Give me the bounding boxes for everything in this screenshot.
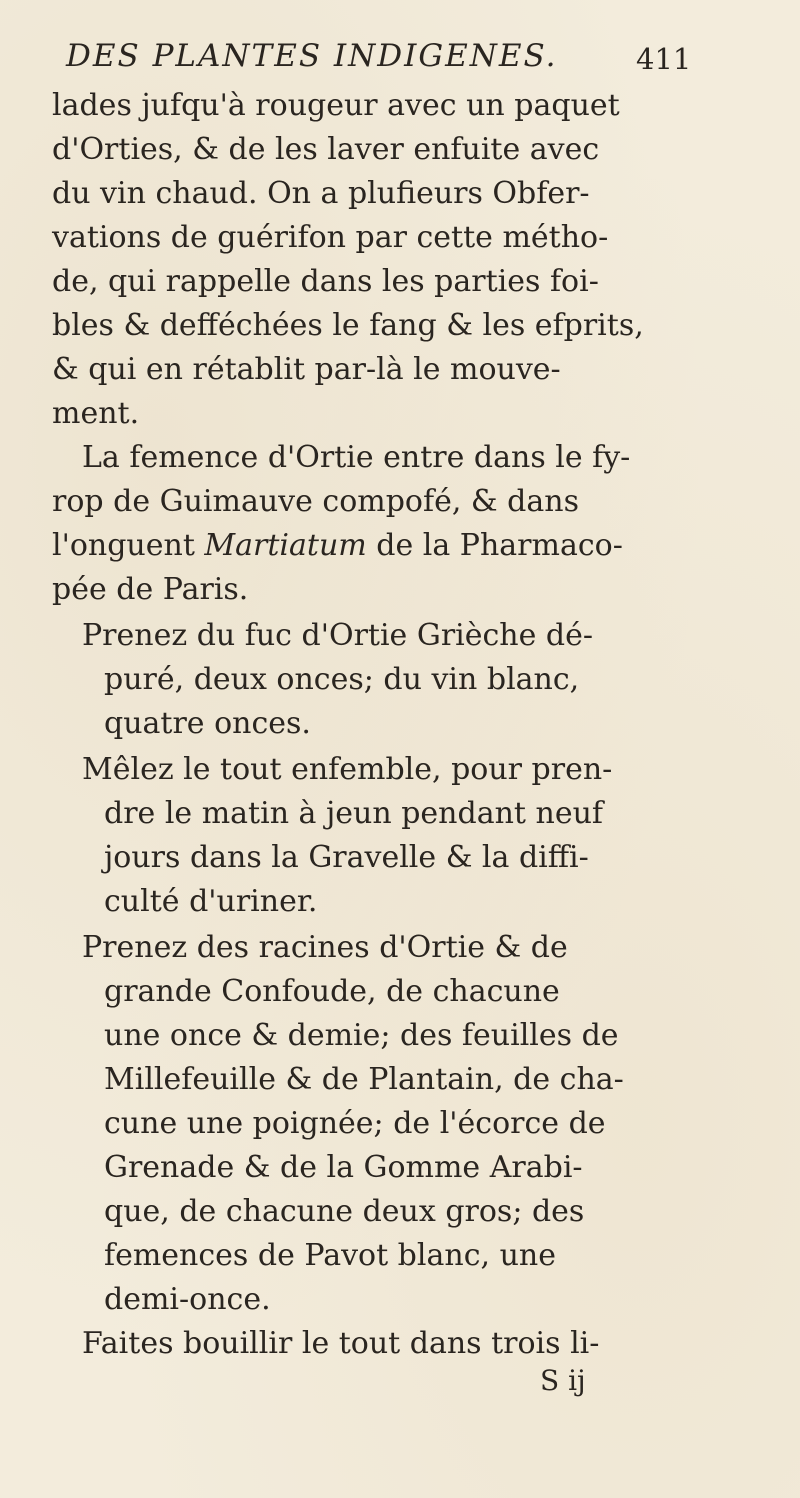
recipe-line: grande Confoude, de chacune	[104, 974, 560, 1009]
recipe-line: quatre onces.	[104, 706, 311, 741]
recipe-heading-line: Prenez des racines d'Ortie & de	[82, 930, 568, 965]
recipe-line: Millefeuille & de Plantain, de cha-	[104, 1062, 624, 1097]
recipe-line: femences de Pavot blanc, une	[104, 1238, 556, 1273]
text-line: & qui en rétablit par-là le mouve-	[52, 352, 561, 387]
text-line: de, qui rappelle dans les parties foi-	[52, 264, 599, 299]
running-title: DES PLANTES INDIGENES.	[66, 38, 558, 74]
signature-mark: S ij	[540, 1364, 586, 1397]
recipe-line: une once & demie; des feuilles de	[104, 1018, 619, 1053]
recipe-line: jours dans la Gravelle & la diffi-	[104, 840, 589, 875]
text-segment: l'onguent	[52, 528, 205, 563]
recipe-line: cune une poignée; de l'écorce de	[104, 1106, 606, 1141]
recipe-line: puré, deux onces; du vin blanc,	[104, 662, 580, 697]
text-segment: de la Pharmaco-	[366, 528, 623, 563]
text-line: vations de guérifon par cette métho-	[52, 220, 609, 255]
recipe-heading-line: Faites bouillir le tout dans trois li-	[82, 1326, 600, 1361]
recipe-line: dre le matin à jeun pendant neuf	[104, 796, 603, 831]
recipe-line: culté d'uriner.	[104, 884, 318, 919]
recipe-heading-line: Prenez du fuc d'Ortie Grièche dé-	[82, 618, 594, 653]
recipe-line: Grenade & de la Gomme Arabi-	[104, 1150, 583, 1185]
recipe-heading-line: Mêlez le tout enfemble, pour pren-	[82, 752, 613, 787]
recipe-line: demi-once.	[104, 1282, 271, 1317]
paragraph-start-line: La femence d'Ortie entre dans le fy-	[82, 440, 631, 475]
text-line: d'Orties, & de les laver enfuite avec	[52, 132, 600, 167]
recipe-line: que, de chacune deux gros; des	[104, 1194, 585, 1229]
text-line-with-italic	[52, 526, 623, 566]
text-line: du vin chaud. On a plufieurs Obfer-	[52, 176, 590, 211]
italic-term: Martiatum	[204, 528, 367, 563]
text-line: ment.	[52, 396, 140, 431]
text-line: lades jufqu'à rougeur avec un paquet	[52, 88, 620, 123]
text-line: bles & defféchées le fang & les efprits,	[52, 308, 644, 343]
text-line: pée de Paris.	[52, 572, 249, 607]
page-number: 411	[636, 42, 692, 76]
text-line: rop de Guimauve compofé, & dans	[52, 484, 579, 519]
